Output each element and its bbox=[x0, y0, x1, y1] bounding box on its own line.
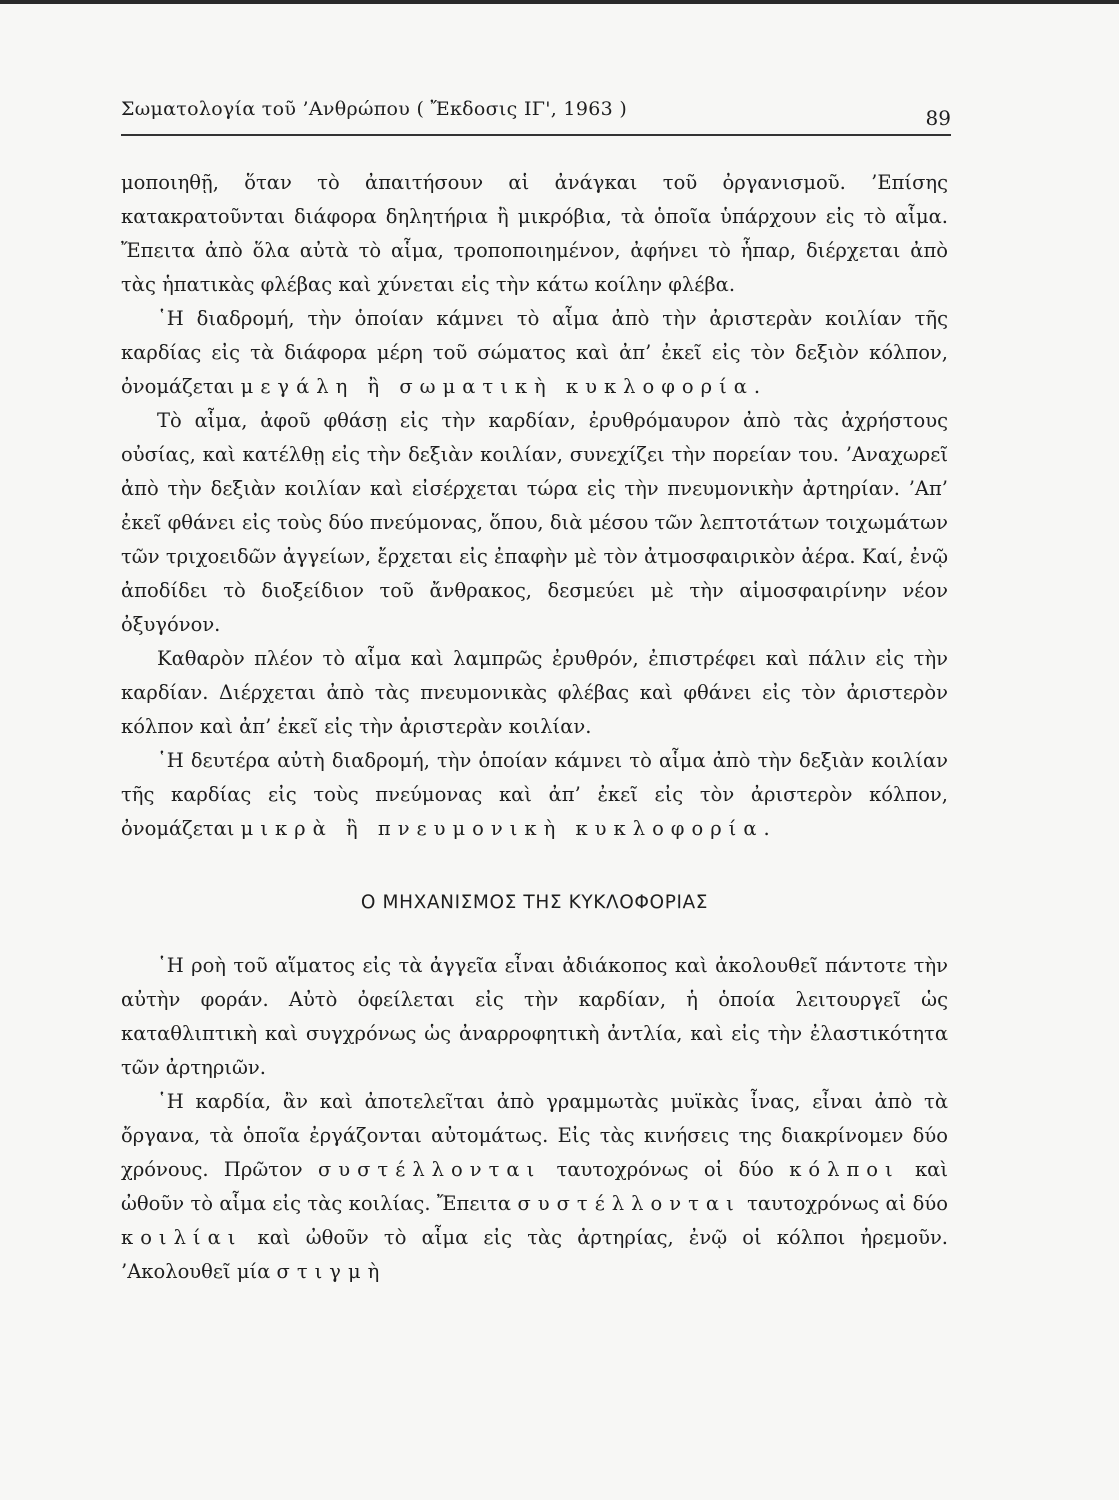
emphasis-systemic-circulation: μεγάλη ἢ σωματικὴ κυκλοφορία. bbox=[240, 375, 768, 398]
text-segment: καὶ ὠθοῦν τὸ αἷμα εἰς τὰς ἀρτηρίας, ἐνῷ οἱ κόλποι ἠρεμοῦν. ’Ακολουθεῖ μία bbox=[121, 1226, 948, 1283]
paragraph-2-text: ῾Η διαδρομή, τὴν ὁποίαν κάμνει τὸ αἷμα ἀπὸ τὴν ἀριστερὰν κοιλίαν τῆς καρδίας εἰς τὰ διάφορα μέρη τοῦ σώματος καὶ ἀπ’ ἐκεῖ εἰς τὸν δεξιὸν κόλπον, ὀνομάζεται bbox=[121, 307, 948, 398]
text-segment: ῾Η καρδία, ἂν καὶ ἀποτελεῖται ἀπὸ γραμμωτὰς μυϊκὰς ἶνας, εἶναι ἀπὸ τὰ ὄργανα, τὰ ὁποῖα ἐργάζονται αὐτομάτως. Εἰς τὰς κινήσεις της διακρίνομεν δύο χρόνους. Πρῶτον bbox=[121, 1090, 948, 1181]
text-segment: ταυτοχρόνως αἱ δύο bbox=[740, 1192, 948, 1215]
paragraph-1: μοποιηθῇ, ὅταν τὸ ἀπαιτήσουν αἱ ἀνάγκαι τοῦ ὀργανισμοῦ. ’Επίσης κατακρατοῦνται διάφορα δηλητήρια ἢ μικρόβια, τὰ ὁποῖα ὑπάρχουν εἰς τὸ αἷμα. Ἔπειτα ἀπὸ ὅλα αὐτὰ τὸ αἷμα, τροποποιημένον, ἀφήνει τὸ ἧπαρ, διέρχεται ἀπὸ τὰς ἡπατικὰς φλέβας καὶ χύνεται εἰς τὴν κάτω κοίλην φλέβα. bbox=[121, 171, 948, 296]
section-paragraph-2 bbox=[121, 1085, 948, 1289]
emphasis-contract: συστέλλονται bbox=[317, 1158, 542, 1181]
page-header bbox=[121, 98, 951, 134]
emphasis-moment: στιγμὴ bbox=[276, 1260, 387, 1283]
section-paragraph-1: ῾Η ροὴ τοῦ αἵματος εἰς τὰ ἀγγεῖα εἶναι ἀδιάκοπος καὶ ἀκολουθεῖ πάντοτε τὴν αὐτὴν φοράν. Αὐτὸ ὀφείλεται εἰς τὴν καρδίαν, ἡ ὁποία λειτουργεῖ ὡς καταθλιπτικὴ καὶ συγχρόνως ὡς ἀναρροφητικὴ ἀντλία, καὶ εἰς τὴν ἐλαστικότητα τῶν ἀρτηριῶν. bbox=[121, 954, 948, 1079]
emphasis-ventricles: κοιλίαι bbox=[121, 1226, 243, 1249]
emphasis-contract: συστέλλονται bbox=[517, 1192, 741, 1215]
page-number: 89 bbox=[925, 106, 951, 130]
paragraph-4: Καθαρὸν πλέον τὸ αἷμα καὶ λαμπρῶς ἐρυθρόν, ἐπιστρέφει καὶ πάλιν εἰς τὴν καρδίαν. Διέρχεται ἀπὸ τὰς πνευμονικὰς φλέβας καὶ φθάνει εἰς τὸν ἀριστερὸν κόλπον καὶ ἀπ’ ἐκεῖ εἰς τὴν ἀριστερὰν κοιλίαν. bbox=[121, 647, 948, 738]
section-heading: Ο ΜΗΧΑΝΙΣΜΟΣ ΤΗΣ ΚΥΚΛΟΦΟΡΙΑΣ bbox=[360, 892, 709, 913]
emphasis-pulmonary-circulation: μικρὰ ἢ πνευμονικὴ κυκλοφορία. bbox=[240, 817, 777, 840]
running-title: Σωματολογία τοῦ ’Ανθρώπου ( Ἔκδοσις ΙΓ', 1963 ) bbox=[121, 98, 628, 120]
emphasis-atria: κόλποι bbox=[789, 1158, 900, 1181]
paragraph-5-text: ῾Η δευτέρα αὐτὴ διαδρομή, τὴν ὁποίαν κάμνει τὸ αἷμα ἀπὸ τὴν δεξιὰν κοιλίαν τῆς καρδίας εἰς τοὺς πνεύμονας καὶ ἀπ’ ἐκεῖ εἰς τὸν ἀριστερὸν κόλπον, ὀνομάζεται bbox=[121, 749, 948, 840]
paragraph-3: Τὸ αἷμα, ἀφοῦ φθάσῃ εἰς τὴν καρδίαν, ἐρυθρόμαυρον ἀπὸ τὰς ἀχρήστους οὐσίας, καὶ κατέλθῃ εἰς τὴν δεξιὰν κοιλίαν, συνεχίζει τὴν πορείαν του. ’Αναχωρεῖ ἀπὸ τὴν δεξιὰν κοιλίαν καὶ εἰσέρχεται τώρα εἰς τὴν πνευμονικὴν ἀρτηρίαν. ’Απ’ ἐκεῖ φθάνει εἰς τοὺς δύο πνεύμονας, ὅπου, διὰ μέσου τῶν λεπτοτάτων τοιχωμάτων τῶν τριχοειδῶν ἀγγείων, ἔρχεται εἰς ἐπαφὴν μὲ τὸν ἀτμοσφαιρικὸν ἀέρα. Καί, ἐνῷ ἀποδίδει τὸ διοξείδιον τοῦ ἄνθρακος, δεσμεύει μὲ τὴν αἱμοσφαιρίνην νέον ὀξυγόνον. bbox=[121, 409, 948, 636]
paragraph-5 bbox=[121, 744, 948, 846]
paragraph-2 bbox=[121, 302, 948, 404]
text-segment: ταυτοχρόνως οἱ δύο bbox=[541, 1158, 790, 1181]
text-segment: καὶ ὠθοῦν τὸ αἷμα εἰς τὰς κοιλίας. Ἔπειτα bbox=[121, 1158, 948, 1215]
header-rule bbox=[121, 134, 951, 136]
page-body bbox=[121, 166, 948, 1289]
scan-top-edge bbox=[0, 0, 1119, 4]
